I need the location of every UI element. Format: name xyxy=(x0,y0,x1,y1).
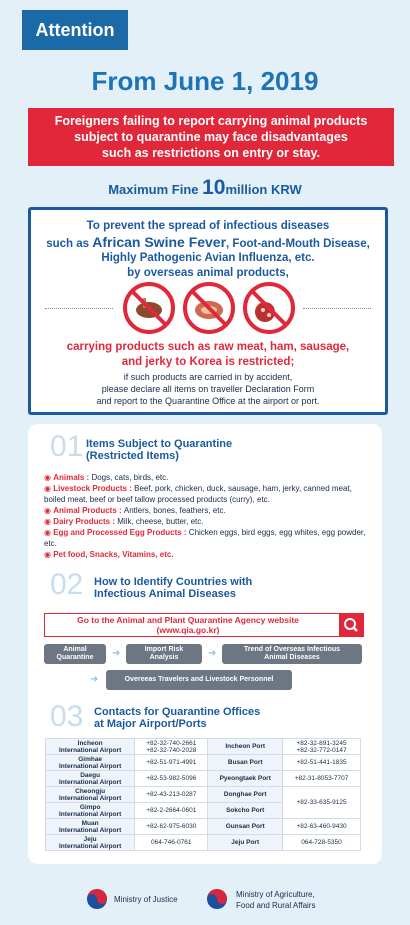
item-text: Chicken eggs, bird eggs, egg whites, egg powder, etc. xyxy=(44,528,366,548)
taegeuk-emblem-icon xyxy=(206,888,228,910)
section-1-title xyxy=(86,438,232,462)
list-item xyxy=(44,549,374,560)
declare-line-3: and report to the Quarantine Office at the airport or port. xyxy=(96,396,320,406)
notice-line-2c: , Foot-and-Mouth Disease, xyxy=(226,238,370,250)
no-sausage-icon xyxy=(245,284,293,332)
ministry-line2: Food and Rural Affairs xyxy=(236,901,316,910)
notice-line-3: Highly Pathogenic Avian Influenza, etc. xyxy=(101,252,315,264)
declare-line-1: if such products are carried in by accident, xyxy=(123,372,293,382)
table-row: Daegu International Airport +82-53-982-5096 Pyeongtaek Port +82-31-8053-7707 xyxy=(46,771,361,787)
notice-line-2 xyxy=(31,234,385,250)
no-poultry-icon xyxy=(125,284,173,332)
section-2-title-line2: Infectious Animal Diseases xyxy=(94,588,237,600)
item-label: Egg and Processed Egg Products xyxy=(53,528,182,537)
step-2-line2: Analysis xyxy=(149,654,179,661)
warning-line-2: subject to quarantine may face disadvantages xyxy=(74,130,348,144)
attention-badge: Attention xyxy=(22,10,128,50)
item-label: Pet food, Snacks, Vitamins, etc. xyxy=(53,550,174,559)
effective-date-title: From June 1, 2019 xyxy=(91,66,319,96)
ministry-of-justice: Ministry of Justice xyxy=(114,895,178,904)
step-1-line2: Quarantine xyxy=(56,654,94,661)
section-3-title xyxy=(94,706,260,730)
bullet-icon: ◉ xyxy=(44,506,54,515)
step-import-risk-analysis xyxy=(126,644,202,664)
info-panel xyxy=(28,424,382,864)
search-button[interactable] xyxy=(339,614,363,636)
warning-line-3: such as restrictions on entry or stay. xyxy=(102,146,320,160)
website-line1: Go to the Animal and Plant Quarantine Agency website xyxy=(77,615,299,625)
warning-line-1: Foreigners failing to report carrying animal products xyxy=(54,114,368,128)
fine-prefix: Maximum Fine xyxy=(108,182,203,197)
bullet-icon: ◉ xyxy=(44,528,54,537)
table-row: Muan International Airport +82-62-975-6030 Gunsan Port +82-63-460-9430 xyxy=(46,819,361,835)
prohibited-items-icons xyxy=(121,280,297,336)
item-text: Antlers, bones, feathers, etc. xyxy=(123,506,226,515)
item-label: Animal Products xyxy=(53,506,117,515)
ministry-line1: Ministry of Agriculture, xyxy=(236,890,315,899)
african-swine-fever: African Swine Fever xyxy=(92,234,227,250)
notice-line-2a: such as xyxy=(46,238,93,250)
item-text: Dogs, cats, birds, etc. xyxy=(91,473,169,482)
restriction-line-1: carrying products such as raw meat, ham, sausage, xyxy=(66,341,350,353)
taegeuk-emblem-icon xyxy=(86,888,108,910)
arrow-right-icon: ➜ xyxy=(90,674,99,685)
notice-box xyxy=(28,207,388,415)
step-3-line1: Trend of Overseas Infectious xyxy=(243,646,341,653)
section-1-title-line1: Items Subject to Quarantine xyxy=(86,438,233,450)
item-label: Dairy Products xyxy=(53,517,111,526)
step-travelers-livestock: Overeeas Travelers and Livestock Personnel xyxy=(106,670,292,690)
website-line2: (www.qia.go.kr) xyxy=(156,624,220,635)
bullet-icon: ◉ xyxy=(44,517,54,526)
step-3-line2: Animal Diseases xyxy=(264,654,320,661)
item-label: Livestock Products xyxy=(53,484,128,493)
list-item: ◉ Animal Products : Antlers, bones, feathers, etc. xyxy=(44,506,226,515)
notice-line-1: To prevent the spread of infectious diseases xyxy=(86,220,330,232)
divider-left xyxy=(45,308,113,309)
website-text xyxy=(53,616,323,635)
ministry-of-agriculture xyxy=(236,889,366,911)
table-row: Jeju International Airport 064-746-0761 Jeju Port 064-728-5350 xyxy=(46,835,361,851)
item-label: Animals xyxy=(53,473,85,482)
section-3-number: 03 xyxy=(50,700,84,733)
fine-amount: 10 xyxy=(202,176,226,199)
table-row: Incheon International Airport +82-32-740-2661 +82-32-740-2028 Incheon Port +82-32-891-3245 +82-32-772-0147 xyxy=(46,739,361,755)
qia-website-link[interactable] xyxy=(44,613,364,637)
search-icon xyxy=(339,614,363,636)
no-meat-icon xyxy=(185,284,233,332)
section-3-title-line1: Contacts for Quarantine Offices xyxy=(94,706,261,718)
section-2-title-line1: How to Identify Countries with xyxy=(94,576,253,588)
section-2-title xyxy=(94,576,252,600)
section-1-title-line2: (Restricted Items) xyxy=(86,450,179,462)
bullet-icon: ◉ xyxy=(44,550,54,559)
list-item: ◉ Livestock Products : Beef, pork, chicken, duck, sausage, ham, jerky, canned meat, boiled meat, beef or beef tallow processed products (curry), etc. xyxy=(44,484,352,504)
step-animal-quarantine xyxy=(44,644,106,664)
declare-line-2: please declare all items on traveller Declaration Form xyxy=(101,384,315,394)
bullet-icon: ◉ xyxy=(44,473,54,482)
warning-banner xyxy=(28,108,394,166)
maximum-fine xyxy=(0,176,410,200)
fine-suffix: million KRW xyxy=(225,182,302,197)
table-row: Gimhae International Airport +82-51-971-4991 Busan Port +82-51-441-1835 xyxy=(46,755,361,771)
arrow-right-icon: ➜ xyxy=(208,648,217,659)
restricted-items-list xyxy=(44,472,374,560)
step-trend-overseas-diseases xyxy=(222,644,362,664)
table-row: Cheongju International Airport +82-43-213-0287 Donghae Port +82-33-635-9125 xyxy=(46,787,361,803)
section-1-number: 01 xyxy=(50,430,84,463)
item-text: Milk, cheese, butter, etc. xyxy=(117,517,204,526)
bullet-icon: ◉ xyxy=(44,484,54,493)
table-row: Gimpo International Airport +82-2-2664-0601 Sokcho Port xyxy=(46,803,361,819)
divider-right xyxy=(303,308,371,309)
notice-line-4: by overseas animal products, xyxy=(127,267,289,279)
list-item: ◉ Animals : Dogs, cats, birds, etc. xyxy=(44,473,169,482)
arrow-right-icon: ➜ xyxy=(112,648,121,659)
section-2-number: 02 xyxy=(50,568,84,601)
list-item: ◉ Egg and Processed Egg Products : Chicken eggs, bird eggs, egg whites, egg powder, etc. xyxy=(44,528,366,548)
step-2-line1: Import Risk xyxy=(144,646,184,653)
restriction-line-2: and jerky to Korea is restricted; xyxy=(121,356,295,368)
contacts-table xyxy=(45,738,361,851)
step-1-line1: Animal xyxy=(63,646,87,653)
list-item: ◉ Dairy Products : Milk, cheese, butter, etc. xyxy=(44,517,204,526)
item-text: Beef, pork, chicken, duck, sausage, ham, jerky, canned meat, boiled meat, beef or beef tallow processed products (curry), etc. xyxy=(44,484,352,504)
section-3-title-line2: at Major Airport/Ports xyxy=(94,718,207,730)
